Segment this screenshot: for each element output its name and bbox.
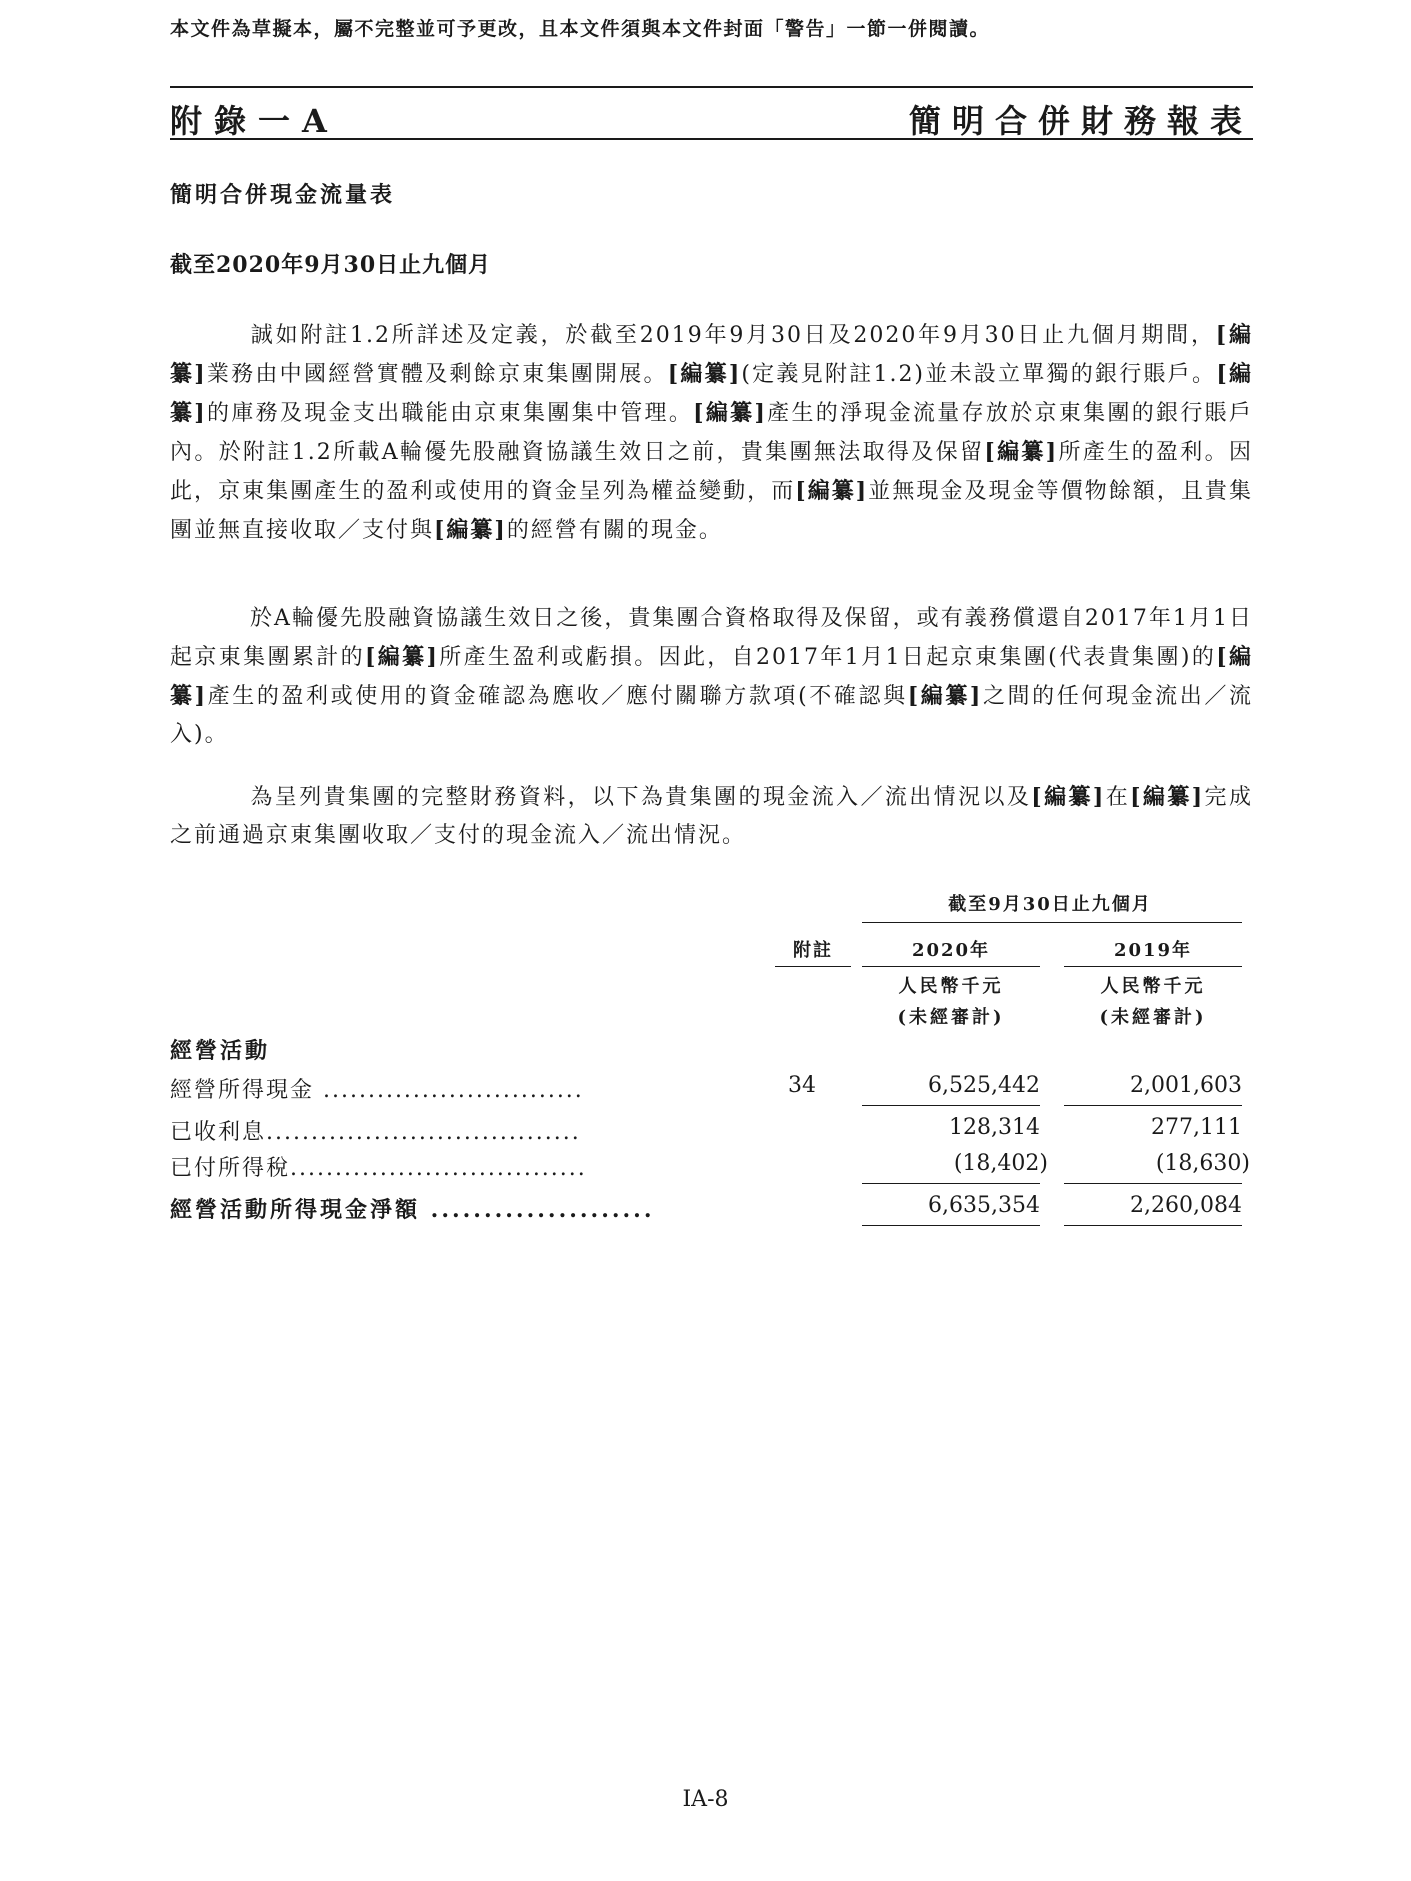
paragraph-text: 誠如附註1.2所詳述及定義，於截至2019年9月30日及2020年9月30日止九個月期間， [250,323,1216,348]
appendix-title: 附錄一A [170,102,339,140]
draft-warning: 本文件為草擬本，屬不完整並可予更改，且本文件須與本文件封面「警告」一節一併閱讀。 [170,18,991,40]
table-row-note: 34 [788,1073,816,1098]
paragraph-text: 的庫務及現金支出職能由京東集團集中管理。 [206,401,694,426]
table-row-total-2020: 6,635,354 [928,1193,1040,1218]
statement-title: 簡明合併財務報表 [908,102,1253,140]
total-rule-2020 [862,1225,1040,1226]
cash-flow-title: 簡明合併現金流量表 [170,182,396,208]
paragraph-text: 業務由中國經營實體及剩餘京東集團開展。 [206,362,668,387]
redacted-marker: [編纂] [170,361,1253,426]
paragraph-2 [170,600,1253,754]
period-header-rule [862,922,1242,923]
subtotal-rule-2019-top [1064,1105,1242,1106]
redacted-marker: [編纂] [667,361,742,387]
redacted-marker: [編纂] [1130,784,1205,810]
subtotal-rule-2020-top [862,1105,1040,1106]
unit-2020-line1: 人民幣千元 [898,976,1004,997]
paragraph-text: 並無現金及現金等價物餘額，且貴集團並無直接收取／支付與 [170,479,1253,543]
header-bottom-rule [170,138,1253,140]
page-number: IA-8 [682,1787,729,1812]
table-row-total-2019: 2,260,084 [1130,1193,1242,1218]
paragraph-text: 在 [1105,785,1131,810]
paragraph-text: 產生的淨現金流量存放於京東集團的銀行賬戶內。於附註1.2所載A輪優先股融資協議生效日之前，貴集團無法取得及保留 [170,401,1253,465]
redacted-marker: [編纂] [170,322,1253,387]
year-2020-header-rule [862,966,1040,967]
total-rule-2019 [1064,1225,1242,1226]
redacted-marker: [編纂] [170,644,1253,709]
year-2020-header: 2020年 [911,940,991,961]
table-row-value-2019: (18,630) [1155,1151,1250,1176]
operating-activities-section: 經營活動 [170,1038,271,1064]
subtotal-rule-2020 [862,1183,1040,1184]
subtotal-rule-2019 [1064,1183,1242,1184]
redacted-marker: [編纂] [693,400,767,426]
unit-2020-line2: (未經審計) [897,1007,1005,1028]
paragraph-text: 為呈列貴集團的完整財務資料，以下為貴集團的現金流入／流出情況以及 [250,785,1032,810]
paragraph-text: 的經營有關的現金。 [506,518,723,543]
year-2019-header: 2019年 [1113,940,1193,961]
table-row-label: 已付所得稅................................. [170,1156,587,1181]
unit-2019-line1: 人民幣千元 [1100,976,1206,997]
period-column-header: 截至9月30日止九個月 [948,894,1152,915]
redacted-marker: [編纂] [795,478,869,504]
paragraph-text: 之間的任何現金流出／流入)。 [170,684,1253,747]
paragraph-text: 所產生盈利或虧損。因此，自2017年1月1日起京東集團(代表貴集團)的 [438,645,1217,670]
redacted-marker: [編纂] [434,517,507,543]
paragraph-text: 所產生的盈利。因此，京東集團產生的盈利或使用的資金呈列為權益變動，而 [170,440,1253,504]
year-2019-header-rule [1064,966,1242,967]
paragraph-text: (定義見附註1.2)並未設立單獨的銀行賬戶。 [741,362,1217,387]
period-title: 截至2020年9月30日止九個月 [170,252,492,278]
unit-2019-line2: (未經審計) [1099,1007,1207,1028]
header-top-rule [170,86,1253,88]
paragraph-text: 於A輪優先股融資協議生效日之後，貴集團合資格取得及保留，或有義務償還自2017年1月1日起京東集團累計的 [170,606,1253,670]
table-row-value-2020: (18,402) [953,1151,1048,1176]
redacted-marker: [編纂] [1031,784,1106,810]
note-header-rule [775,966,851,967]
table-row-value-2019: 2,001,603 [1130,1073,1242,1098]
table-row-value-2020: 6,525,442 [928,1073,1040,1098]
table-row-value-2019: 277,111 [1151,1115,1242,1140]
paragraph-1 [170,316,1253,550]
paragraph-3 [170,778,1253,855]
paragraph-text: 產生的盈利或使用的資金確認為應收／應付關聯方款項(不確認與 [207,684,908,709]
paragraph-text: 完成之前通過京東集團收取／支付的現金流入／流出情況。 [170,785,1253,848]
note-column-header: 附註 [793,940,833,961]
table-row-label: 經營所得現金 ............................. [170,1078,584,1103]
redacted-marker: [編纂] [984,439,1059,465]
table-row-label-total: 經營活動所得現金淨額 ..................... [170,1197,655,1223]
redacted-marker: [編纂] [364,644,439,670]
table-row-value-2020: 128,314 [949,1115,1040,1140]
table-row-label: 已收利息................................... [170,1120,581,1145]
redacted-marker: [編纂] [907,683,983,709]
